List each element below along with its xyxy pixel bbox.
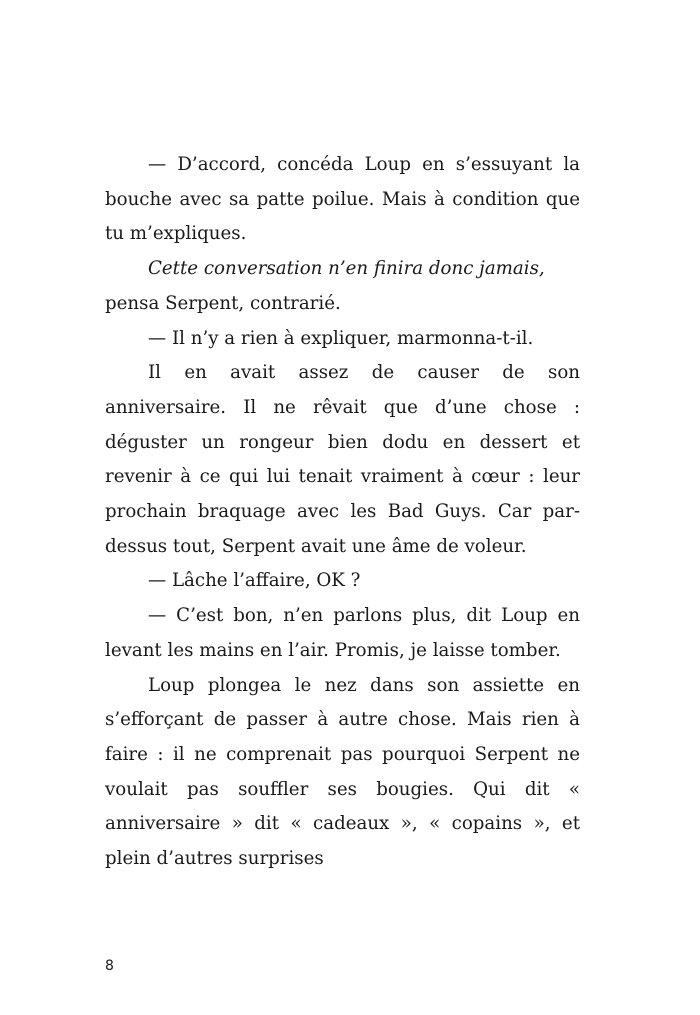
paragraph-8: Loup plongea le nez dans son assiette en s’efforçant de passer à autre chose. Mais rien à faire : il ne comprenait pas pourquoi Serpent ne voulait pas souffler ses bougies. Qui dit « anniversaire » dit « cadeaux », « copains », et plein d’autres surprises: [105, 674, 580, 870]
paragraph-2-italic: Cette conversation n’en finira donc jamais,: [148, 258, 545, 280]
paragraph-4: — Il n’y a rien à expliquer, marmonna-t-il.: [148, 327, 534, 349]
paragraph-3: pensa Serpent, contrarié.: [105, 292, 341, 314]
page-number: 8: [105, 958, 114, 974]
paragraph-6: — Lâche l’affaire, OK ?: [148, 570, 361, 592]
body-text: [105, 148, 580, 877]
paragraph-5: Il en avait assez de causer de son anniversaire. Il ne rêvait que d’une chose : déguster un rongeur bien dodu en dessert et revenir à ce qui lui tenait vraiment à cœur : leur prochain braquage avec les Bad Guys. Car par-dessus tout, Serpent avait une âme de voleur.: [105, 362, 580, 557]
paragraph-7: — C’est bon, n’en parlons plus, dit Loup en levant les mains en l’air. Promis, je laisse tomber.: [105, 605, 580, 661]
paragraph-1: — D’accord, concéda Loup en s’essuyant la bouche avec sa patte poilue. Mais à condition que tu m’expliques.: [105, 154, 580, 245]
